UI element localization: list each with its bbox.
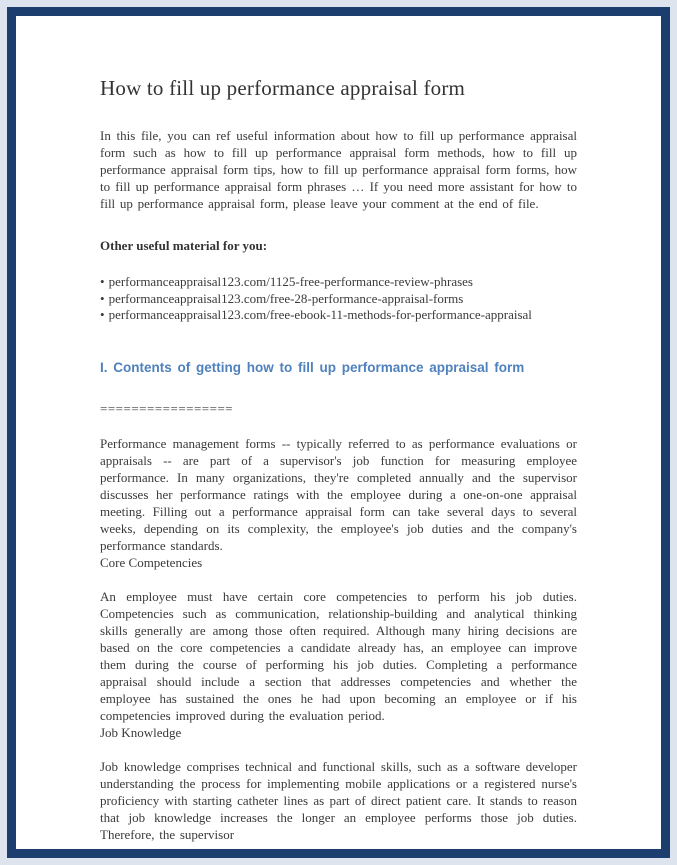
paragraph-core-competencies: An employee must have certain core competencies to perform his job duties. Competencies such as communication, relationship-building and analytical thinking skills generally are among those often required. Although many hiring decisions are based on the core competencies a candidate already has, an employee can improve them during the course of performing his job duties. Completing a performance appraisal should include a section that addresses competencies and whether the employee has sustained the ones he had upon becoming an employee or if his competencies improved during the evaluation period.: [100, 588, 577, 723]
resource-link-item: [100, 307, 577, 324]
resource-link-text: performanceappraisal123.com/free-28-performance-appraisal-forms: [108, 290, 464, 306]
page-title: How to fill up performance appraisal form: [100, 76, 466, 100]
section-heading: I. Contents of getting how to fill up performance appraisal form: [100, 359, 525, 375]
resource-link-item: [100, 291, 577, 308]
bullet-icon: •: [100, 307, 105, 322]
resource-links-list: [100, 274, 577, 324]
resource-link-text: performanceappraisal123.com/free-ebook-11-methods-for-performance-appraisal: [108, 307, 532, 322]
intro-paragraph: In this file, you can ref useful information about how to fill up performance appraisal form such as how to fill up performance appraisal form methods, how to fill up performance appraisal form tips, how to fill up performance appraisal form forms, how to fill up performance appraisal form phrases … If you need more assistant for how to fill up performance appraisal form, please leave your comment at the end of file.: [100, 128, 577, 211]
document-content: [16, 16, 661, 843]
other-material-heading: Other useful material for you:: [100, 238, 268, 253]
page-frame: [7, 7, 670, 858]
bullet-icon: •: [100, 290, 105, 306]
paragraph-job-knowledge: Job knowledge comprises technical and functional skills, such as a software developer understanding the process for implementing mobile applications or a registered nurse's proficiency with starting catheter lines as part of direct patient care. It stands to reason that job knowledge increases the longer an employee performs those job duties. Therefore, the supervisor: [100, 758, 577, 842]
subheading-core-competencies: Core Competencies: [100, 554, 203, 570]
resource-link-text: performanceappraisal123.com/1125-free-performance-review-phrases: [108, 274, 473, 289]
divider-line: =================: [100, 400, 234, 416]
subheading-job-knowledge: Job Knowledge: [100, 724, 182, 740]
resource-link-item: [100, 274, 577, 291]
bullet-icon: •: [100, 274, 105, 289]
paragraph-performance-management: Performance management forms -- typically referred to as performance evaluations or appraisals -- are part of a supervisor's job function for measuring employee performance. In many organizations, they're completed annually and the supervisor discusses her performance ratings with the employee during a one-on-one appraisal meeting. Filling out a performance appraisal form can take several days to several weeks, depending on its complexity, the employee's job duties and the company's performance standards.: [100, 435, 577, 553]
